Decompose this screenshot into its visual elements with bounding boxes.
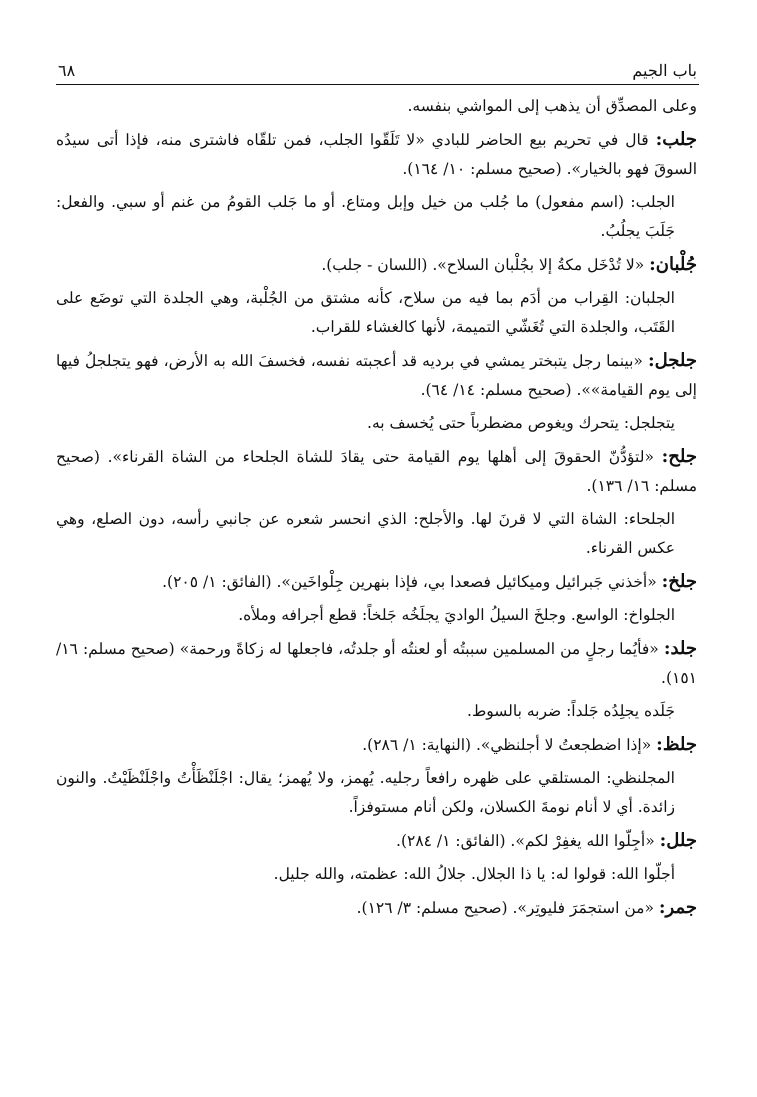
dictionary-entry xyxy=(56,567,697,597)
entry-explanation xyxy=(56,764,697,822)
running-header xyxy=(58,52,697,80)
entry-text: «إذا اضطجعتُ لا أجلنظي». (النهاية: ١/ ٢٨٦). xyxy=(362,736,652,754)
entry-headword: جُلْبان: xyxy=(649,254,697,275)
entry-headword: جلب: xyxy=(655,129,697,150)
entry-text: «بينما رجل يتبختر يمشي في برديه قد أعجبته نفسه، فخسفَ الله به الأرض، فهو يتجلجلُ فيها إلى يوم القيامة»». (صحيح مسلم: ١٤/ ٦٤). xyxy=(56,352,697,399)
entry-explanation xyxy=(56,505,697,563)
entry-text: «أجِلّوا الله يغفِرْ لكم». (الفائق: ١/ ٢٨٤). xyxy=(396,832,655,850)
entry-text: «لتؤدُّنّ الحقوقَ إلى أهلها يوم القيامة حتى يقادَ للشاة الجلحاء من الشاة القرناء». (صحيح مسلم: ١٦/ ١٣٦). xyxy=(56,448,697,495)
continued-text xyxy=(56,92,697,121)
entry-text: المجلنظي: المستلقي على ظهره رافعاً رجليه. يُهمز، ولا يُهمز؛ يقال: اجْلَنْظَأْتُ واجْلَنْظَيْتُ. والنون زائدة. أي لا أنام نومةَ الكسلان، ولكن أنام مستوفزاً. xyxy=(56,769,675,816)
entry-text: الجلب: (اسم مفعول) ما جُلب من خيل وإبل ومتاع. أو ما جَلب القومُ من غنم أو سبي. والفعل: جَلَبَ يجلُبُ. xyxy=(56,193,675,240)
dictionary-entry xyxy=(56,125,697,184)
page-number: ٦٨ xyxy=(58,61,76,80)
entry-explanation xyxy=(56,697,697,726)
entry-headword: جلح: xyxy=(661,446,697,467)
entry-headword: جلخ: xyxy=(661,571,697,592)
chapter-title: باب الجيم xyxy=(632,61,697,80)
entry-text: الجلبان: القِراب من أدَم بما فيه من سلاح، كأنه مشتق من الجُلْبة، وهي الجلدة التي توضَع على القَتَب، والجلدة التي تُغَشّي التميمة، لأنها كالغشاء للقراب. xyxy=(56,289,675,336)
dictionary-entry xyxy=(56,893,697,923)
entry-explanation xyxy=(56,188,697,246)
entry-headword: جلل: xyxy=(659,830,697,851)
entry-headword: جمر: xyxy=(658,897,697,918)
entry-headword: جلجل: xyxy=(648,350,697,371)
header-rule xyxy=(56,84,699,85)
entry-text: جَلَده يجلِدُه جَلداً: ضربه بالسوط. xyxy=(467,702,675,720)
dictionary-entry xyxy=(56,442,697,501)
dictionary-entry xyxy=(56,730,697,760)
entry-explanation xyxy=(56,860,697,889)
dictionary-entry xyxy=(56,346,697,405)
entry-text: «فأيُما رجلٍ من المسلمين سببتُه أو لعنتُه أو جلدتُه، فاجعلها له زكاةً ورحمة» (صحيح مسلم: ١٦/ ١٥١). xyxy=(56,640,697,687)
entry-text: أجلّوا الله: قولوا له: يا ذا الجلال. جلالُ الله: عظمته، والله جليل. xyxy=(273,865,675,883)
entry-headword: جلظ: xyxy=(656,734,697,755)
entry-explanation xyxy=(56,284,697,342)
entry-headword: جلد: xyxy=(663,638,697,659)
entry-explanation xyxy=(56,601,697,630)
entry-text: الجلواخ: الواسع. وجلخَ السيلُ الواديَ يجلَخُه جَلخاً: قطع أجرافه وملأه. xyxy=(238,606,675,624)
entry-text: «لا تُدْخَل مكةُ إلا بجُلْبان السلاح». (اللسان - جلب). xyxy=(321,256,645,274)
dictionary-entry xyxy=(56,634,697,693)
entry-text: وعلى المصدِّق أن يذهب إلى المواشي بنفسه. xyxy=(407,97,697,115)
entry-explanation xyxy=(56,409,697,438)
dictionary-entry xyxy=(56,826,697,856)
entry-text: الجلحاء: الشاة التي لا قرنَ لها. والأجلح: الذي انحسر شعره عن جانبي رأسه، دون الصلع، وهي عكس القرناء. xyxy=(56,510,675,557)
entry-text: قال في تحريم بيع الحاضر للبادي «لا تَلَقّوا الجلب، فمن تلقّاه فاشترى منه، فإذا أتى سيدُه السوقَ فهو بالخيار». (صحيح مسلم: ١٠/ ١٦٤). xyxy=(56,131,697,178)
dictionary-entry xyxy=(56,250,697,280)
entry-text: يتجلجل: يتحرك ويغوص مضطرباً حتى يُخسف به. xyxy=(367,414,675,432)
page-body xyxy=(56,92,697,927)
entry-text: «من استجمَرَ فليوتِر». (صحيح مسلم: ٣/ ١٢٦). xyxy=(356,899,654,917)
entry-text: «أخذني جَبرائيل وميكائيل فصعدا بي، فإذا بنهرين جِلْواخَين». (الفائق: ١/ ٢٠٥). xyxy=(162,573,657,591)
